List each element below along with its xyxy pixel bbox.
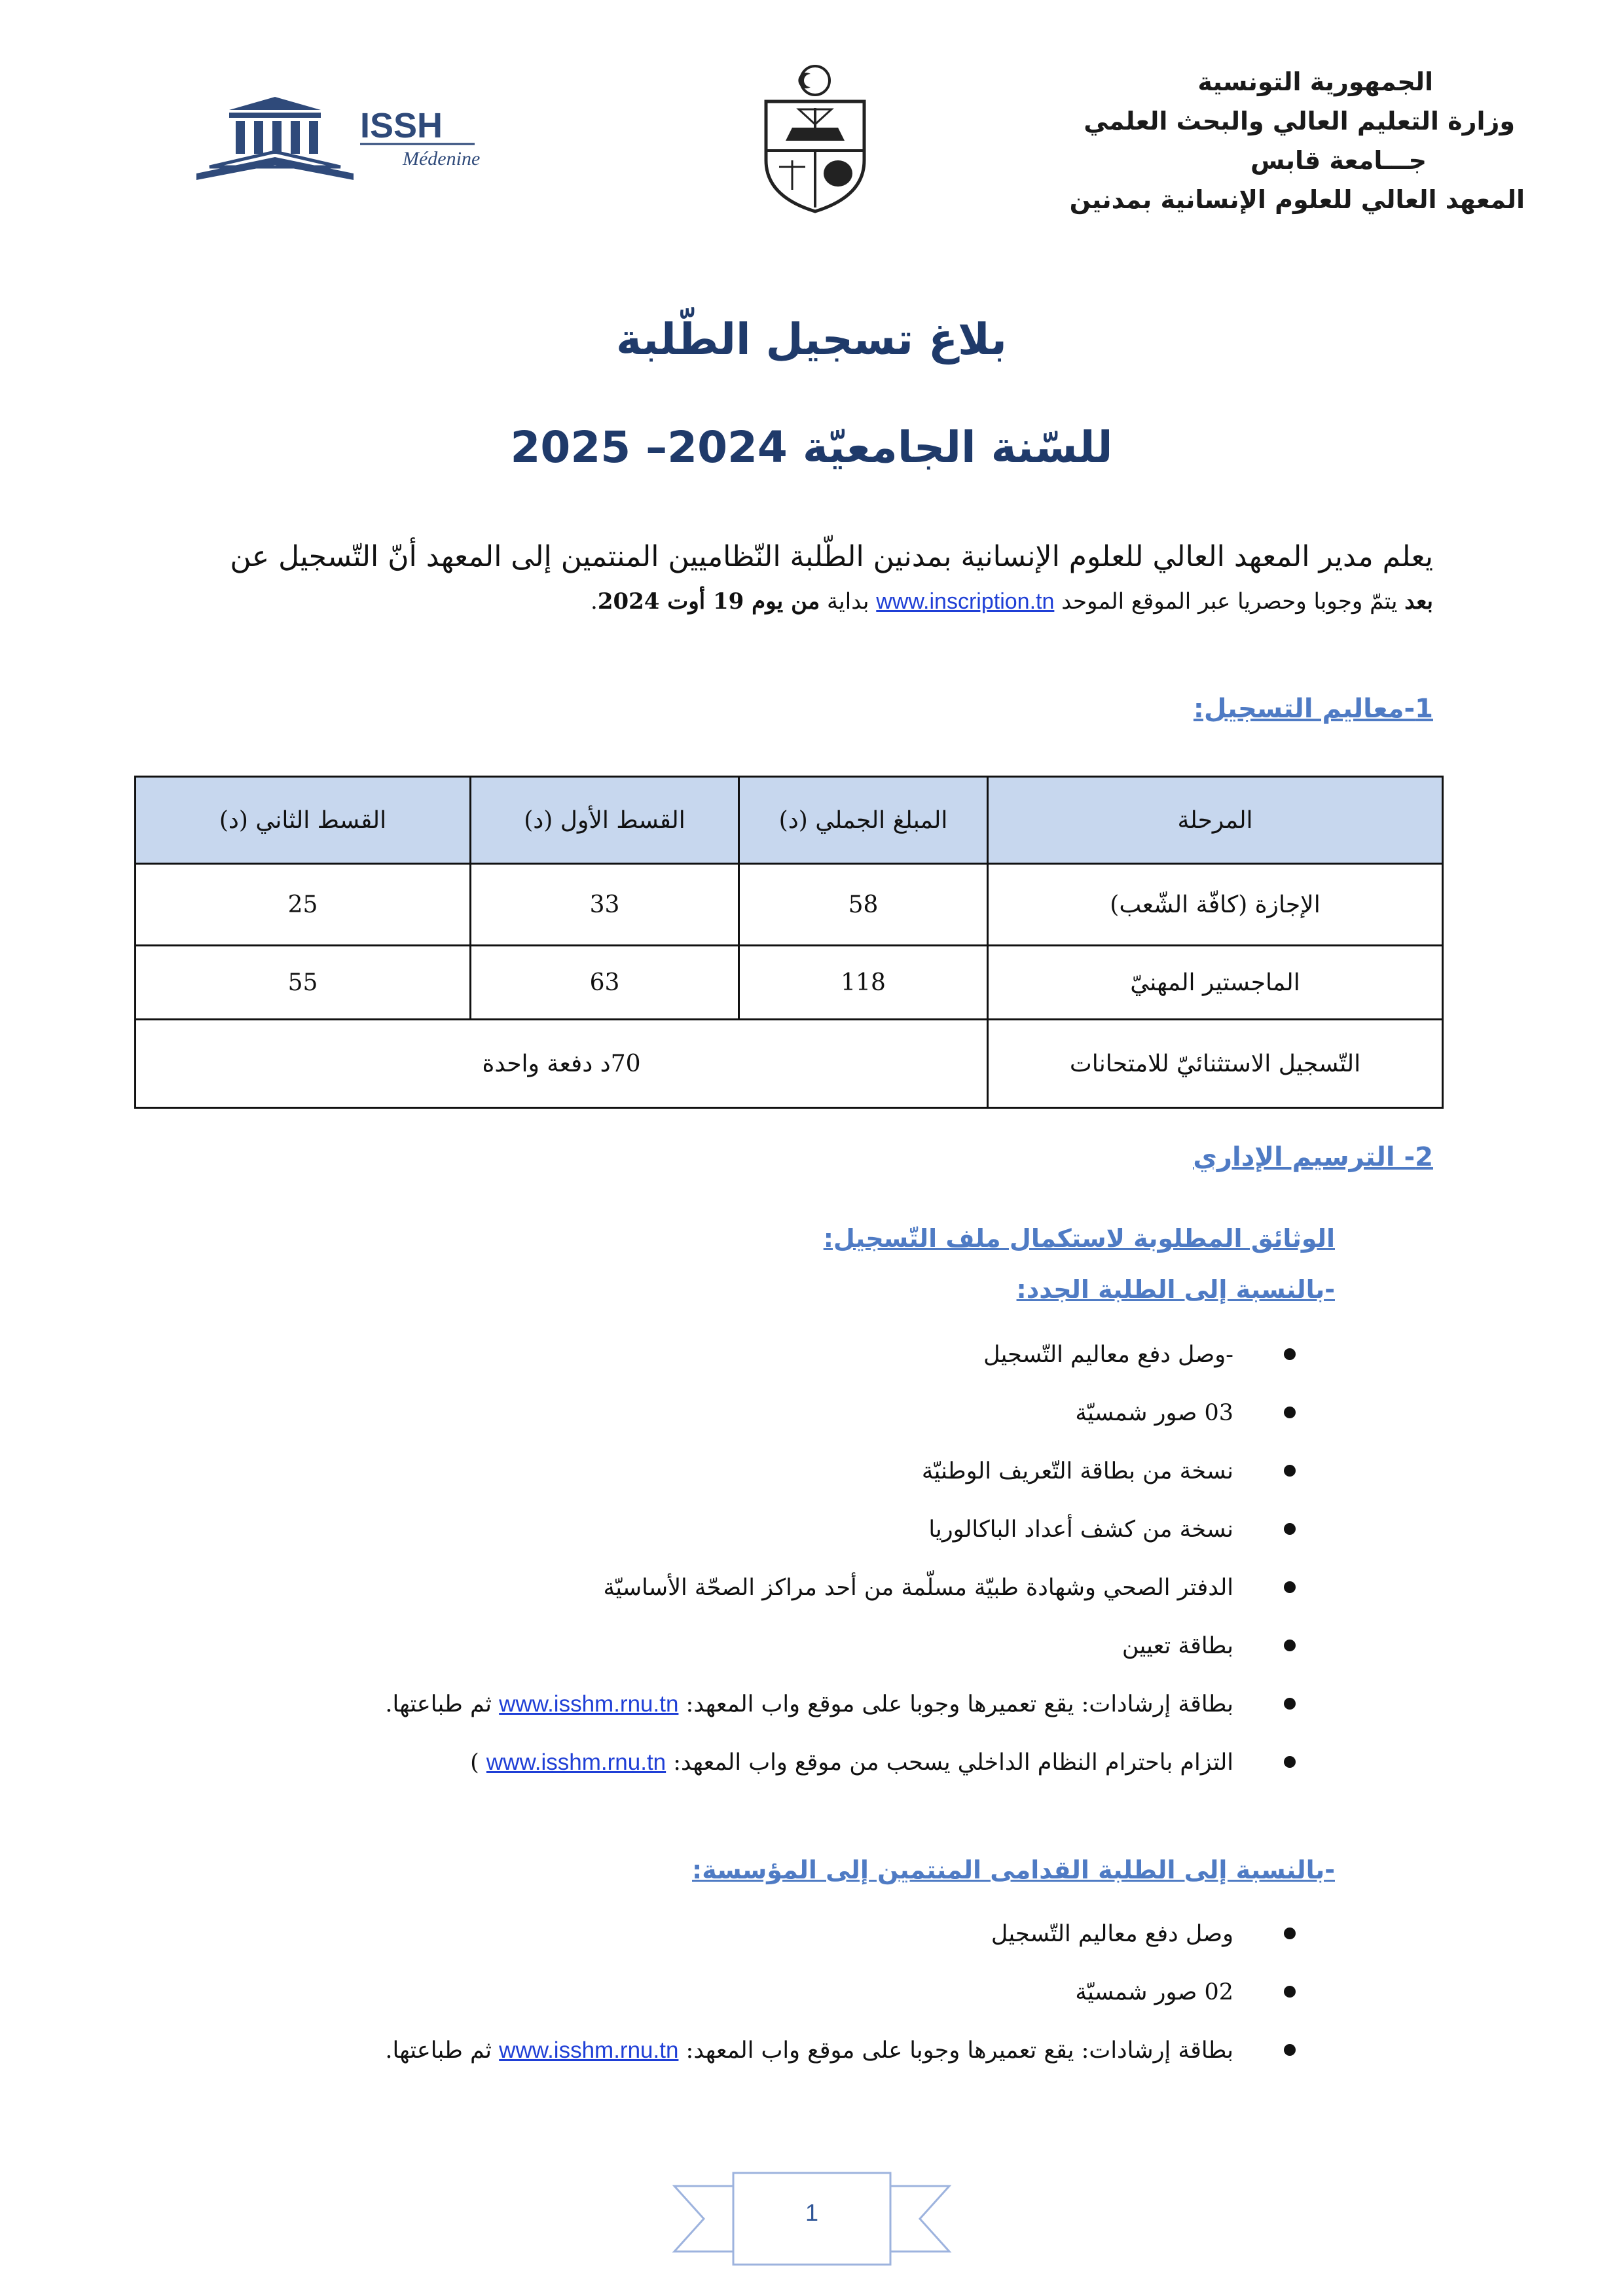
intro-date: من يوم 19 أوت 2024 <box>597 588 820 615</box>
intro-text-from: بداية <box>820 588 877 615</box>
intro-paragraph <box>190 533 1433 622</box>
header-line-ministry: وزارة التعليم العالي والبحث العلمي <box>1084 107 1515 135</box>
intro-line-1: يعلم مدير المعهد العالي للعلوم الإنسانية بمدنين الطّلبة النّظاميين المنتمين إلى المعهد أنّ التّسجيل عن <box>230 540 1433 573</box>
section-fees-heading: 1-معاليم التسجيل: <box>1193 694 1433 724</box>
table-row <box>136 1020 1443 1108</box>
list-item: وصل دفع معاليم التّسجيل <box>385 1914 1296 1973</box>
section-registration-heading: 2- الترسيم الإداري <box>1193 1142 1433 1172</box>
list-item: 02 صور شمسيّة <box>385 1973 1296 2031</box>
institute-logo <box>183 92 524 190</box>
page-title: بلاغ تسجيل الطّلبة <box>616 314 1007 365</box>
institute-website-link[interactable]: www.isshm.rnu.tn <box>486 1749 666 1775</box>
table-cell: 33 <box>471 864 739 946</box>
intro-line-2 <box>190 581 1433 622</box>
table-cell: 58 <box>739 864 988 946</box>
table-row <box>136 864 1443 946</box>
table-cell: 118 <box>739 946 988 1020</box>
logo-text: ISSH <box>360 106 443 145</box>
list-item: بطاقة تعيين <box>385 1626 1296 1685</box>
table-header-cell: المبلغ الجملي (د) <box>739 777 988 864</box>
new-students-list <box>385 1335 1296 1801</box>
table-row <box>136 946 1443 1020</box>
table-cell: 70د دفعة واحدة <box>136 1020 988 1108</box>
table-header-cell: المرحلة <box>988 777 1443 864</box>
page-number: 1 <box>805 2199 819 2226</box>
logo-subtext: Médenine <box>403 148 481 170</box>
table-cell: الإجازة (كافّة الشّعب) <box>988 864 1443 946</box>
table-cell: الماجستير المهنيّ <box>988 946 1443 1020</box>
intro-bold-start: بعد <box>1404 588 1433 615</box>
header-line-country: الجمهورية التونسية <box>1197 67 1433 96</box>
list-item: التزام باحترام النظام الداخلي يسحب من موقع واب المعهد: www.isshm.rnu.tn ) <box>385 1743 1296 1801</box>
header-line-institute: المعهد العالي للعلوم الإنسانية بمدنين <box>1069 185 1525 214</box>
list-item: 03 صور شمسيّة <box>385 1393 1296 1452</box>
table-header-cell: القسط الأول (د) <box>471 777 739 864</box>
old-students-list <box>385 1914 1296 2089</box>
list-item: نسخة من كشف أعداد الباكالوريا <box>385 1510 1296 1568</box>
intro-end: . <box>591 588 598 615</box>
new-students-heading: -بالنسبة إلى الطلبة الجدد: <box>1016 1275 1335 1304</box>
table-cell: 25 <box>136 864 471 946</box>
table-header-cell: القسط الثاني (د) <box>136 777 471 864</box>
table-cell: 63 <box>471 946 739 1020</box>
list-item: -وصل دفع معاليم التّسجيل <box>385 1335 1296 1393</box>
list-item: نسخة من بطاقة التّعريف الوطنيّة <box>385 1452 1296 1510</box>
page-subtitle: للسّنة الجامعيّة 2024– 2025 <box>510 422 1113 473</box>
ministry-header <box>936 62 1525 219</box>
tunisia-emblem <box>753 62 877 216</box>
institute-website-link[interactable]: www.isshm.rnu.tn <box>499 2037 679 2063</box>
fees-table <box>134 776 1444 1109</box>
list-item: الدفتر الصحي وشهادة طبيّة مسلّمة من أحد مراكز الصحّة الأساسيّة <box>385 1568 1296 1626</box>
table-cell: 55 <box>136 946 471 1020</box>
required-documents-heading: الوثائق المطلوبة لاستكمال ملف التّسجيل: <box>823 1224 1335 1253</box>
inscription-link[interactable]: www.inscription.tn <box>876 589 1055 614</box>
list-item: بطاقة إرشادات: يقع تعميرها وجوبا على موقع واب المعهد: www.isshm.rnu.tn ثم طباعتها. <box>385 1685 1296 1743</box>
intro-text: يتمّ وجوبا وحصريا عبر الموقع الموحد <box>1054 588 1405 615</box>
table-cell: التّسجيل الاستثنائيّ للامتحانات <box>988 1020 1443 1108</box>
list-item: بطاقة إرشادات: يقع تعميرها وجوبا على موقع واب المعهد: www.isshm.rnu.tn ثم طباعتها. <box>385 2031 1296 2089</box>
header-line-university: جـــامعة قابس <box>1250 146 1427 175</box>
old-students-heading: -بالنسبة إلى الطلبة القدامى المنتمين إلى المؤسسة: <box>692 1856 1335 1884</box>
institute-website-link[interactable]: www.isshm.rnu.tn <box>499 1691 679 1717</box>
